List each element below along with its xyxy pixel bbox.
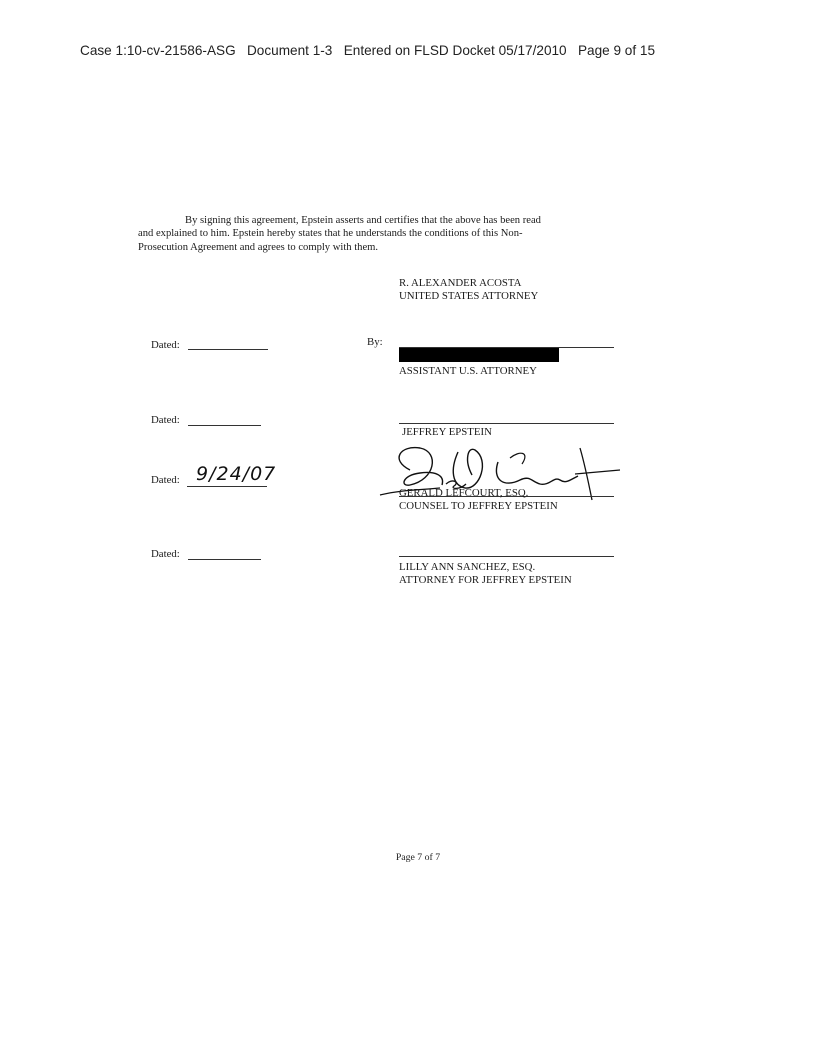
paragraph-line-1: By signing this agreement, Epstein asserts and certifies that the above has been read [185,215,541,226]
handwritten-date: 9/24/07 [196,463,277,485]
epstein-name: JEFFREY EPSTEIN [402,426,492,438]
us-attorney-name: R. ALEXANDER ACOSTA [399,277,522,289]
lefcourt-title: COUNSEL TO JEFFREY EPSTEIN [399,500,558,512]
agreement-paragraph [138,214,638,254]
dated-label-3: Dated: [151,474,180,486]
us-attorney-title: UNITED STATES ATTORNEY [399,290,539,302]
dated-label-4: Dated: [151,548,180,560]
docket-header: Case 1:10-cv-21586-ASG Document 1-3 Entered on FLSD Docket 05/17/2010 Page 9 of 15 [80,43,656,58]
dated-line-4 [188,559,261,560]
page-number: Page 7 of 7 [395,852,441,863]
dated-line-3 [187,486,267,487]
dated-label-1: Dated: [151,339,180,351]
assistant-title: ASSISTANT U.S. ATTORNEY [399,365,537,377]
dated-line-1 [188,349,268,350]
by-label: By: [367,336,383,348]
redaction-block [399,348,559,362]
dated-line-2 [188,425,261,426]
dated-label-2: Dated: [151,414,180,426]
sanchez-title: ATTORNEY FOR JEFFREY EPSTEIN [399,574,572,586]
lefcourt-name: GERALD LEFCOURT, ESQ. [399,487,529,499]
sanchez-signature-line [399,556,614,557]
paragraph-line-2: and explained to him. Epstein hereby states that he understands the conditions of this Non- [138,228,523,240]
paragraph-line-3: Prosecution Agreement and agrees to comply with them. [138,241,379,253]
epstein-signature-line [399,423,614,424]
sanchez-name: LILLY ANN SANCHEZ, ESQ. [399,561,536,573]
